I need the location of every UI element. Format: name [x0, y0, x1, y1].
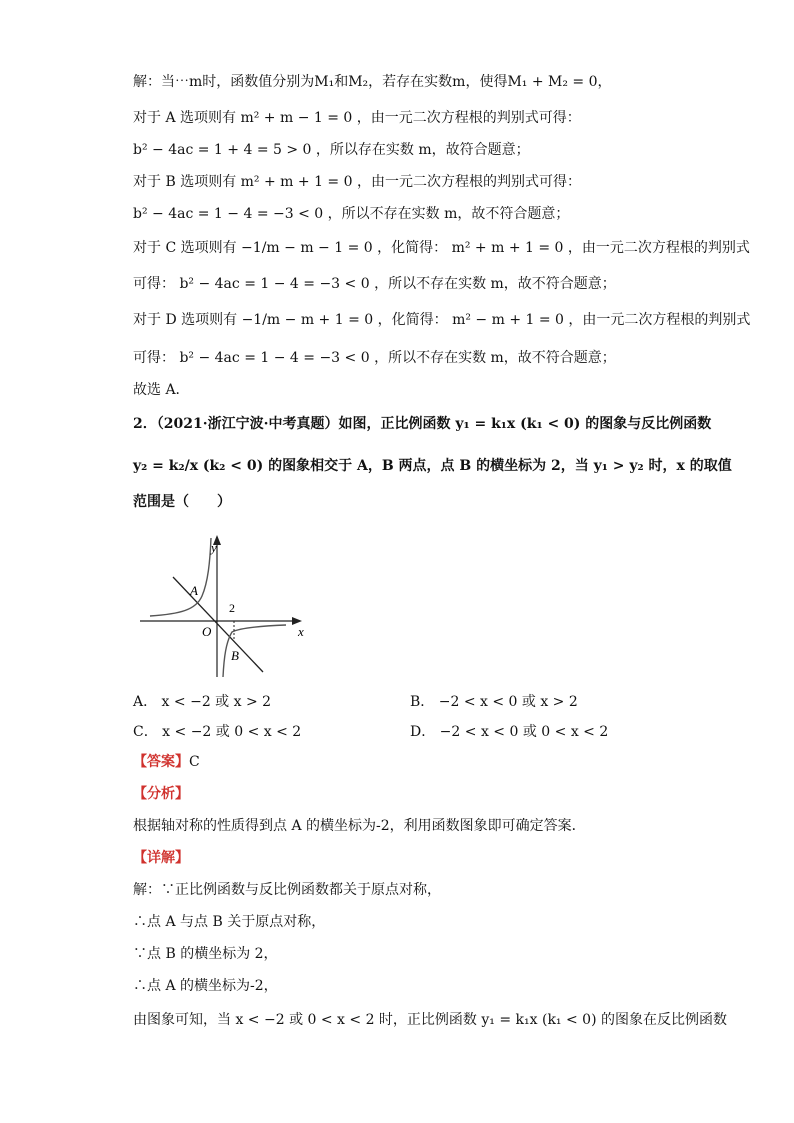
solution-line-3: b² − 4ac = 1 + 4 = 5 > 0 ，所以存在实数 m，故符合题意； — [133, 142, 530, 158]
detail-line-2: ∴点 A 与点 B 关于原点对称， — [133, 914, 326, 930]
detail-tag: 【详解】 — [133, 850, 189, 866]
solution-line-8: 对于 D 选项则有 −1/m − m + 1 = 0 ，化简得： m² − m + 1 = 0 ，由一元二次方程根的判别式 — [133, 312, 751, 328]
detail-line-1: 解：∵正比例函数与反比例函数都关于原点对称， — [133, 882, 441, 898]
label-two: 2 — [229, 601, 235, 615]
question-line-2: y₂ = k₂/x (k₂ < 0) 的图象相交于 A，B 两点，点 B 的横坐标为 2，当 y₁ > y₂ 时，x 的取值 — [133, 458, 732, 474]
solution-line-9: 可得： b² − 4ac = 1 − 4 = −3 < 0 ，所以不存在实数 m，故不符合题意； — [133, 350, 616, 366]
analysis-tag: 【分析】 — [133, 786, 189, 802]
question-line-3: 范围是（ ） — [133, 494, 231, 510]
option-c: C． x < −2 或 0 < x < 2 — [133, 724, 302, 740]
solution-line-10: 故选 A． — [133, 382, 190, 398]
detail-line-4: ∴点 A 的横坐标为-2， — [133, 978, 278, 994]
answer-value: C — [189, 754, 200, 770]
function-graph — [140, 532, 310, 682]
label-y: y — [211, 540, 217, 555]
hyperbola-upper-branch — [150, 538, 211, 616]
option-a: A． x < −2 或 x > 2 — [133, 694, 272, 710]
label-point-b: B — [231, 648, 239, 663]
solution-line-6: 对于 C 选项则有 −1/m − m − 1 = 0 ，化简得： m² + m + 1 = 0 ，由一元二次方程根的判别式 — [133, 240, 750, 256]
label-origin: O — [202, 624, 212, 639]
proportional-line — [173, 577, 263, 672]
label-point-a: A — [190, 583, 198, 598]
answer-line — [133, 752, 200, 772]
question-line-1: 2．（2021·浙江宁波·中考真题）如图，正比例函数 y₁ = k₁x (k₁ < 0) 的图象与反比例函数 — [133, 416, 712, 432]
answer-tag: 【答案】 — [133, 754, 189, 770]
analysis-text: 根据轴对称的性质得到点 A 的横坐标为-2，利用函数图象即可确定答案． — [133, 818, 586, 834]
detail-line-5: 由图象可知，当 x < −2 或 0 < x < 2 时，正比例函数 y₁ = k₁x (k₁ < 0) 的图象在反比例函数 — [133, 1012, 727, 1028]
label-x: x — [298, 624, 304, 639]
solution-line-2: 对于 A 选项则有 m² + m − 1 = 0 ，由一元二次方程根的判别式可得： — [133, 110, 581, 126]
detail-line-3: ∵点 B 的横坐标为 2， — [133, 946, 278, 962]
solution-line-7: 可得： b² − 4ac = 1 − 4 = −3 < 0 ，所以不存在实数 m，故不符合题意； — [133, 276, 616, 292]
solution-line-5: b² − 4ac = 1 − 4 = −3 < 0 ，所以不存在实数 m，故不符合题意； — [133, 206, 570, 222]
solution-line-4: 对于 B 选项则有 m² + m + 1 = 0 ，由一元二次方程根的判别式可得： — [133, 174, 581, 190]
option-b: B． −2 < x < 0 或 x > 2 — [410, 694, 578, 710]
option-d: D． −2 < x < 0 或 0 < x < 2 — [410, 724, 609, 740]
solution-line-1: 解：当⋯m时，函数值分别为M₁和M₂，若存在实数m，使得M₁ + M₂ = 0， — [133, 74, 612, 90]
